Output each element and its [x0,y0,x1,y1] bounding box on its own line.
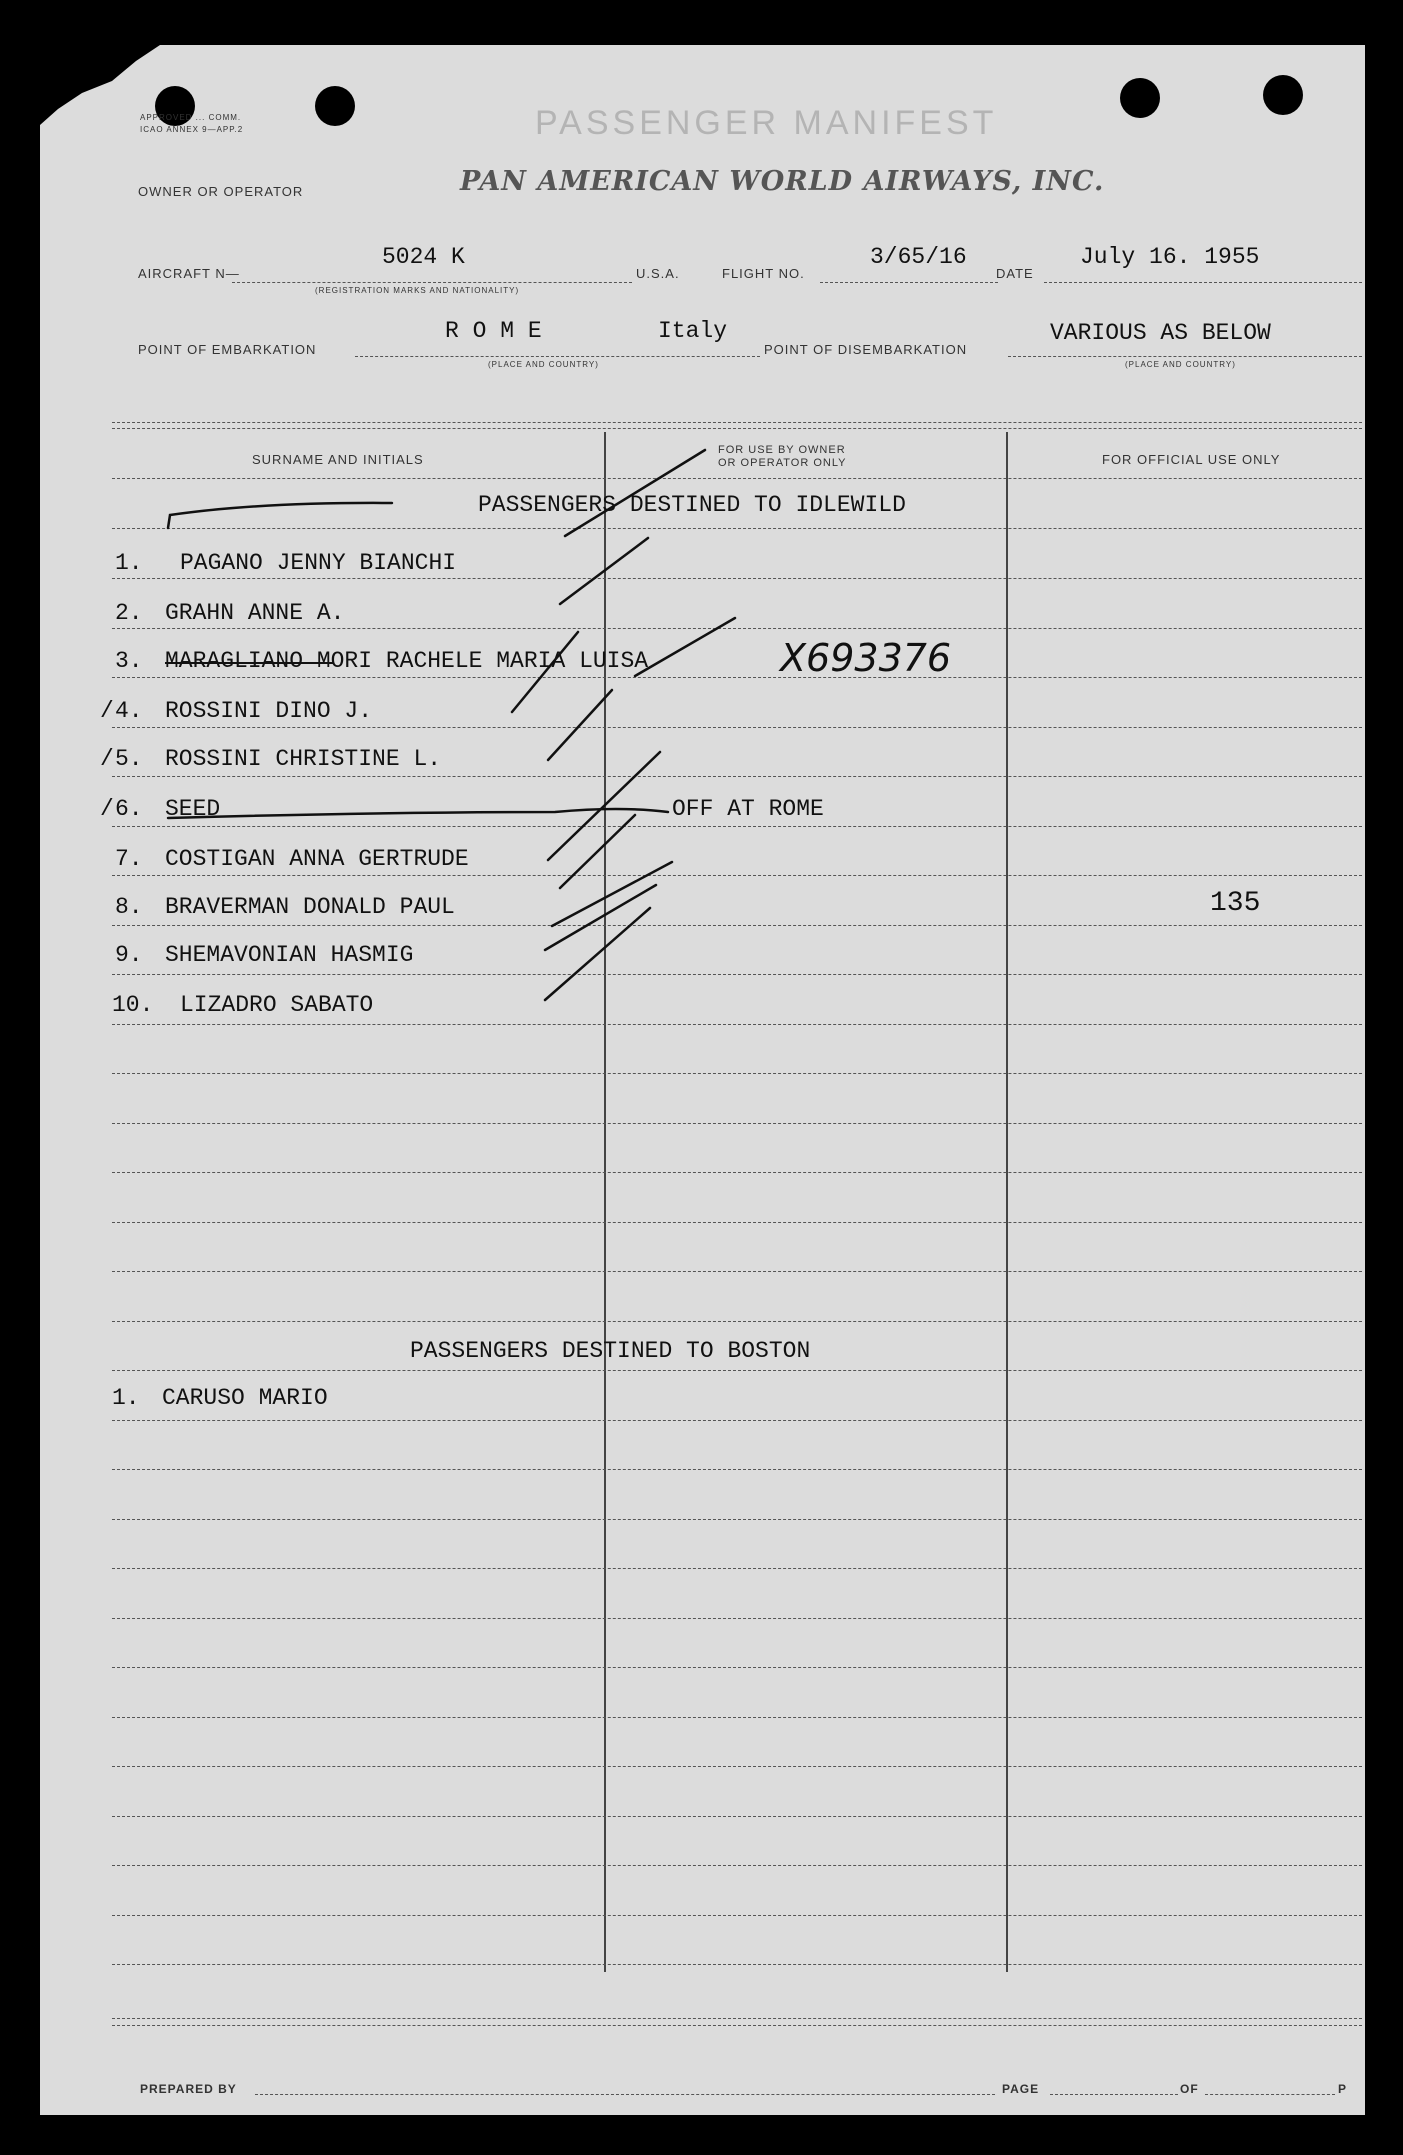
boston-passenger-num-1: 1. [112,1385,140,1411]
disembark-label: POINT OF DISEMBARKATION [764,342,968,357]
check-mark-0 [565,450,705,536]
flight-label: FLIGHT NO. [722,266,805,281]
col-header-official: FOR OFFICIAL USE ONLY [1102,452,1281,467]
check-mark-4 [548,690,612,760]
passenger-name-1: PAGANO JENNY BIANCHI [180,550,457,576]
passenger-num-8: 8. [115,894,143,920]
passenger-name-6: SEED [165,796,221,822]
check-mark-1 [560,538,648,604]
passenger-name-5: ROSSINI CHRISTINE L. [165,746,442,772]
boston-header: PASSENGERS DESTINED TO BOSTON [410,1338,811,1364]
check-mark-7 [552,862,672,926]
owner-label: OWNER OR OPERATOR [138,184,304,199]
passenger-num-9: 9. [115,942,143,968]
date-value: July 16. 1955 [1080,244,1260,270]
disembark-value: VARIOUS AS BELOW [1050,320,1271,346]
passenger-name-8: BRAVERMAN DONALD PAUL [165,894,455,920]
handwritten-number: X693376 [780,636,952,680]
passenger-name-2: GRAHN ANNE A. [165,600,345,626]
passenger-num-3: 3. [115,648,143,674]
check-mark-3 [512,632,578,712]
aircraft-label: AIRCRAFT N— [138,266,240,281]
passenger-num-6: 6. [115,796,143,822]
passenger-name-3: MARAGLIANO MORI RACHELE MARIA LUISA [165,648,649,674]
col-header-surname: SURNAME AND INITIALS [252,452,424,467]
date-label: DATE [996,266,1034,281]
bracket-mark [168,503,392,528]
embark-label: POINT OF EMBARKATION [138,342,317,357]
prepared-by-label: PREPARED BY [140,2082,237,2096]
usa-label: U.S.A. [636,266,680,281]
company-name: PAN AMERICAN WORLD AIRWAYS, INC. [460,166,1105,197]
approval-line-2: ICAO ANNEX 9—APP.2 [140,125,244,134]
of-label: OF [1180,2082,1199,2096]
passenger-mark-4: / [100,698,114,724]
passenger-num-2: 2. [115,600,143,626]
boston-passenger-name-1: CARUSO MARIO [162,1385,328,1411]
col-header-owner-1: FOR USE BY OWNER [718,444,846,456]
page-label: PAGE [1002,2082,1040,2096]
registration-note: (REGISTRATION MARKS AND NATIONALITY) [315,286,520,295]
page-line [1050,2094,1178,2095]
passenger-num-4: 4. [115,698,143,724]
passenger-name-7: COSTIGAN ANNA GERTRUDE [165,846,469,872]
passenger-num-10: 10. [112,992,154,1018]
passenger-num-5: 5. [115,746,143,772]
passenger-num-1: 1. [115,550,143,576]
form-title: PASSENGER MANIFEST [535,104,998,142]
embark-place-note: (PLACE AND COUNTRY) [488,360,599,369]
page-p-label: P [1338,2082,1348,2096]
passenger-num-7: 7. [115,846,143,872]
embark-country: Italy [658,318,728,344]
passenger-name-10: LIZADRO SABATO [180,992,374,1018]
disembark-place-note: (PLACE AND COUNTRY) [1125,360,1236,369]
aircraft-value: 5024 K [382,244,465,270]
passenger-mark-6: / [100,796,114,822]
of-line [1205,2094,1335,2095]
passenger-name-4: ROSSINI DINO J. [165,698,373,724]
check-mark-2 [635,618,735,676]
official-number: 135 [1210,888,1261,919]
passenger-mark-5: / [100,746,114,772]
passenger-name-9: SHEMAVONIAN HASMIG [165,942,414,968]
embark-city: R O M E [445,318,542,344]
prepared-by-line [255,2094,995,2095]
col-header-owner-2: OR OPERATOR ONLY [718,457,847,469]
idlewild-header: PASSENGERS DESTINED TO IDLEWILD [478,492,906,518]
flight-value: 3/65/16 [870,244,967,270]
check-mark-6 [560,815,635,888]
off-at-rome-note: OFF AT ROME [672,796,824,822]
approval-line-1: APPROVED ... COMM. [140,113,242,122]
